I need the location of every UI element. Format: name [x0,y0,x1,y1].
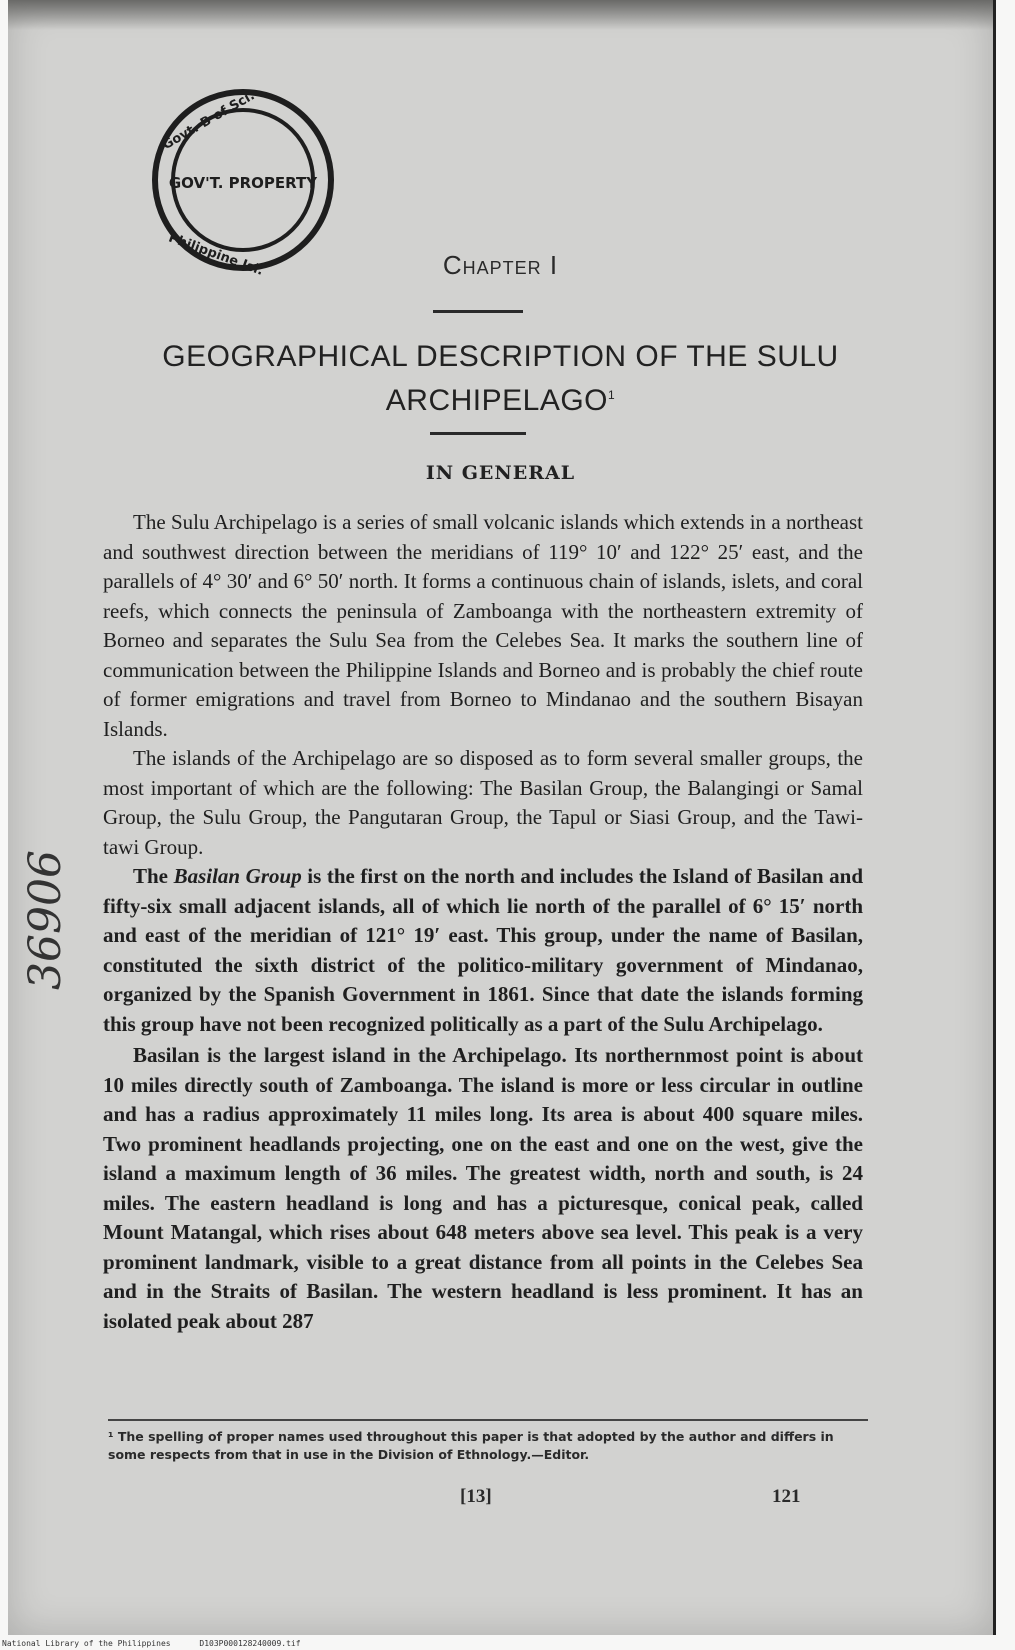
basilan-group-term: Basilan Group [173,864,302,888]
page-number: 121 [772,1486,801,1507]
stamp-seal-icon [148,85,338,275]
library-stamp [148,85,338,275]
paragraph-1: The Sulu Archipelago is a series of small volcanic islands which extends in a northeast and southwest direction between the meridians of 119° 10′ and 122° 25′ east, and the parallels of 4° 30′ and 6° 50′ north. It forms a continuous chain of islands, islets, and coral reefs, which connects the peninsula of Zamboanga with the northeastern extremity of Borneo and separates the Sulu Sea from the Celebes Sea. It marks the southern line of communication between the Philippine Islands and Borneo and is probably the chief route of former emigrations and travel from Borneo to Mindanao and the southern Bisayan Islands. [103,510,863,741]
caption-library: National Library of the Philippines [2,1639,171,1648]
svg-text:GOV'T. PROPERTY: GOV'T. PROPERTY [168,174,318,192]
title-footnote-mark: 1 [608,388,616,402]
paragraph-3-rest: is the first on the north and includes the Island of Basilan and fifty-six small adjacent islands, all of which lie north of the parallel of 6° 15′ north and east of the meridian of 121° 19′ east. This group, under the name of Basilan, constituted the sixth district of the politico-military government of Mindanao, organized by the Spanish Government in 1861. Since that date the islands forming this group have not been recognized politically as a part of the Sulu Archipelago. [103,864,864,1036]
chapter-heading: Chapter I [442,250,559,280]
page-number-bracketed: [13] [460,1486,492,1507]
footnote-rule [108,1419,868,1421]
svg-text:Govt. B of Sci.: Govt. B of Sci. [160,88,258,154]
paragraph-3 [103,862,863,1039]
body-text [103,508,863,1336]
paragraph-2: The islands of the Archipelago are so disposed as to form several smaller groups, the most important of which are the following: The Basilan Group, the Balangingi or Samal Group, the Sulu Group, the Pangutaran Group, the Tapul or Siasi Group, and the Tawi-tawi Group. [103,746,863,859]
svg-text:Philippine Isl.: Philippine Isl. [166,230,266,275]
title-line-2: ARCHIPELAGO [385,384,609,417]
margin-note-text: 36906 [20,850,71,990]
chapter-rule [433,310,523,313]
chapter-title [118,338,883,420]
paragraph-3-lead: The [133,864,174,888]
title-line-1: GEOGRAPHICAL DESCRIPTION OF THE SULU [162,340,839,373]
paragraph-4: Basilan is the largest island in the Archipelago. Its northernmost point is about 10 miles directly south of Zamboanga. The island is more or less circular in outline and has a radius approximately 11 miles long. Its area is about 400 square miles. Two prominent headlands projecting, one on the east and one on the west, give the island a maximum length of 36 miles. The greatest width, north and south, is 24 miles. The eastern headland is long and has a picturesque, conical peak, called Mount Matangal, which rises about 648 meters above sea level. This peak is a very prominent landmark, visible to a great distance from all points in the Celebes Sea and in the Straits of Basilan. The western headland is less prominent. It has an isolated peak about 287 [103,1043,863,1333]
section-heading: IN GENERAL [425,462,576,484]
handwritten-margin-note [20,780,80,990]
caption-file: D103P000128240009.tif [199,1639,301,1648]
scan-caption [0,1637,1015,1650]
title-rule [430,432,526,435]
footnote: ¹ The spelling of proper names used throughout this paper is that adopted by the author and differs in some respects from that in use in the Division of Ethnology.—Editor. [108,1429,834,1462]
scanned-page [8,0,996,1635]
